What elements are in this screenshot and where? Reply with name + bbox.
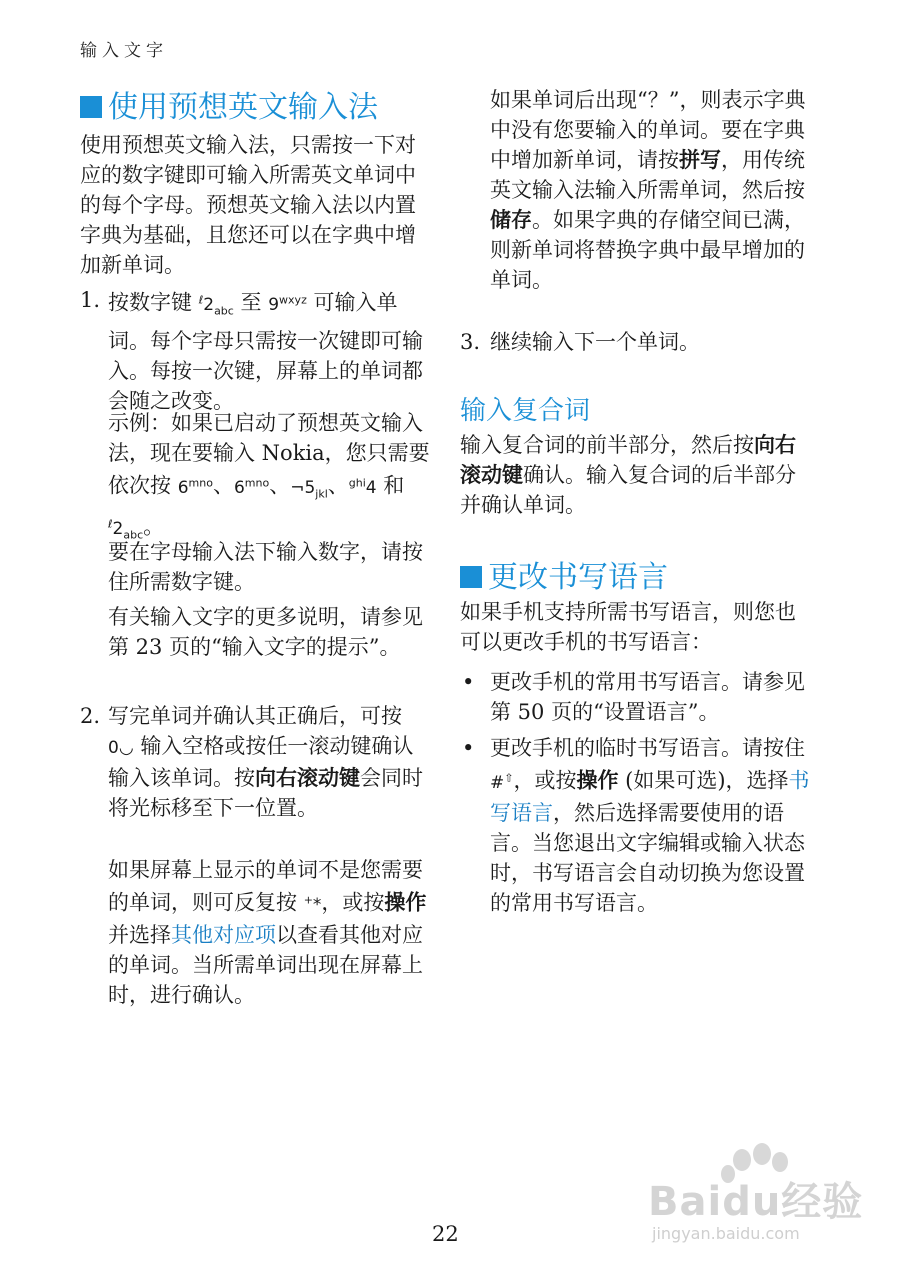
key-hash-icon: #⇧ [490,771,514,793]
language-intro: 如果手机支持所需书写语言，则您也可以更改手机的书写语言： [460,600,796,654]
numbers-note: 要在字母输入法下输入数字，请按住所需数字键。 [108,540,423,594]
bullet-dot-icon: • [462,736,475,760]
other-matches-link[interactable]: 其他对应项 [171,922,276,947]
bullet-2-text: 更改手机的临时书写语言。请按住 #⇧，或按操作 (如果可选)，选择书写语言，然后选择需要使用的语言。当您退出文字编辑或输入状态时，书写语言会自动切换为您设置的常用书写语言。 [490,736,810,915]
section-title-text: 更改书写语言 [488,560,668,595]
section-title-compound: 输入复合词 [460,396,591,426]
watermark-brand: Baidu经验 [648,1179,864,1225]
section-title-predictive [80,82,378,126]
square-bullet-icon [460,566,482,588]
section-title-language [460,552,668,596]
bullet-1-text: 更改手机的常用书写语言。请参见第 50 页的“设置语言”。 [490,670,805,724]
step-3-text: 继续输入下一个单词。 [490,330,700,354]
square-bullet-icon [80,96,102,118]
key-9-icon: $9^{wxyz}$ [268,293,307,315]
intro-paragraph: 使用预想英文输入法，只需按一下对应的数字键即可输入所需英文单词中的每个字母。预想英文输入法以内置字典为基础，且您还可以在字典中增加新单词。 [80,133,416,277]
step-2-text: 写完单词并确认其正确后，可按 0◡ 输入空格或按任一滚动键确认输入该单词。按向右滚动键会同时将光标移至下一位置。 [108,704,423,820]
question-mark-paragraph: 如果单词后出现“？”，则表示字典中没有您要输入的单词。要在字典中增加新单词，请按拼写，用传统英文输入法输入所需单词，然后按储存。如果字典的存储空间已满，则新单词将替换字典中最早增加的单词。 [490,88,806,292]
compound-paragraph: 输入复合词的前半部分，然后按向右滚动键确认。输入复合词的后半部分并确认单词。 [460,433,796,517]
key-star-icon: +* [303,893,322,915]
key-5-icon: $\neg 5_{jkl}$ [290,477,328,501]
step-1-text: 按数字键 $^\ell 2_{abc}$ 至 $9^{wxyz}$ 可输入单词。每个字母只需按一次键即可输入。每按一次键，屏幕上的单词都会随之改变。 [108,290,423,414]
page-number: 22 [432,1222,459,1246]
writing-language-link[interactable]: 书写语言 [490,768,810,825]
key-2b-icon: $^\ell 2_{abc}$ [108,517,144,542]
step-2-more: 如果屏幕上显示的单词不是您需要的单词，则可反复按 +*，或按操作并选择其他对应项以查看其他对应的单词。当所需单词出现在屏幕上时，进行确认。 [108,858,427,1007]
watermark-url: jingyan.baidu.com [652,1224,800,1243]
key-6b-icon: $6^{mno}$ [233,476,270,498]
example-paragraph: 示例：如果已启动了预想英文输入法，现在要输入 Nokia，您只需要依次按 $6^{mno}$、$6^{mno}$、$\neg 5_{jkl}$、$^{ghi}$4 和 $^\ell 2_{abc}$。 [108,411,430,542]
baidu-watermark [640,1140,870,1255]
step-1-number: 1. [80,288,101,312]
key-2-icon: $^\ell 2_{abc}$ [198,293,234,318]
step-2-number: 2. [80,704,101,728]
section-title-text: 使用预想英文输入法 [108,90,378,125]
running-header: 输入文字 [80,41,168,61]
more-info-paragraph: 有关输入文字的更多说明，请参见第 23 页的“输入文字的提示”。 [108,605,423,659]
bullet-dot-icon: • [462,670,475,694]
step-3-number: 3. [460,330,481,354]
key-4-icon: $^{ghi}$4 [348,476,377,498]
key-0-space-icon: 0◡ [108,738,134,758]
key-6-icon: $6^{mno}$ [177,476,213,498]
